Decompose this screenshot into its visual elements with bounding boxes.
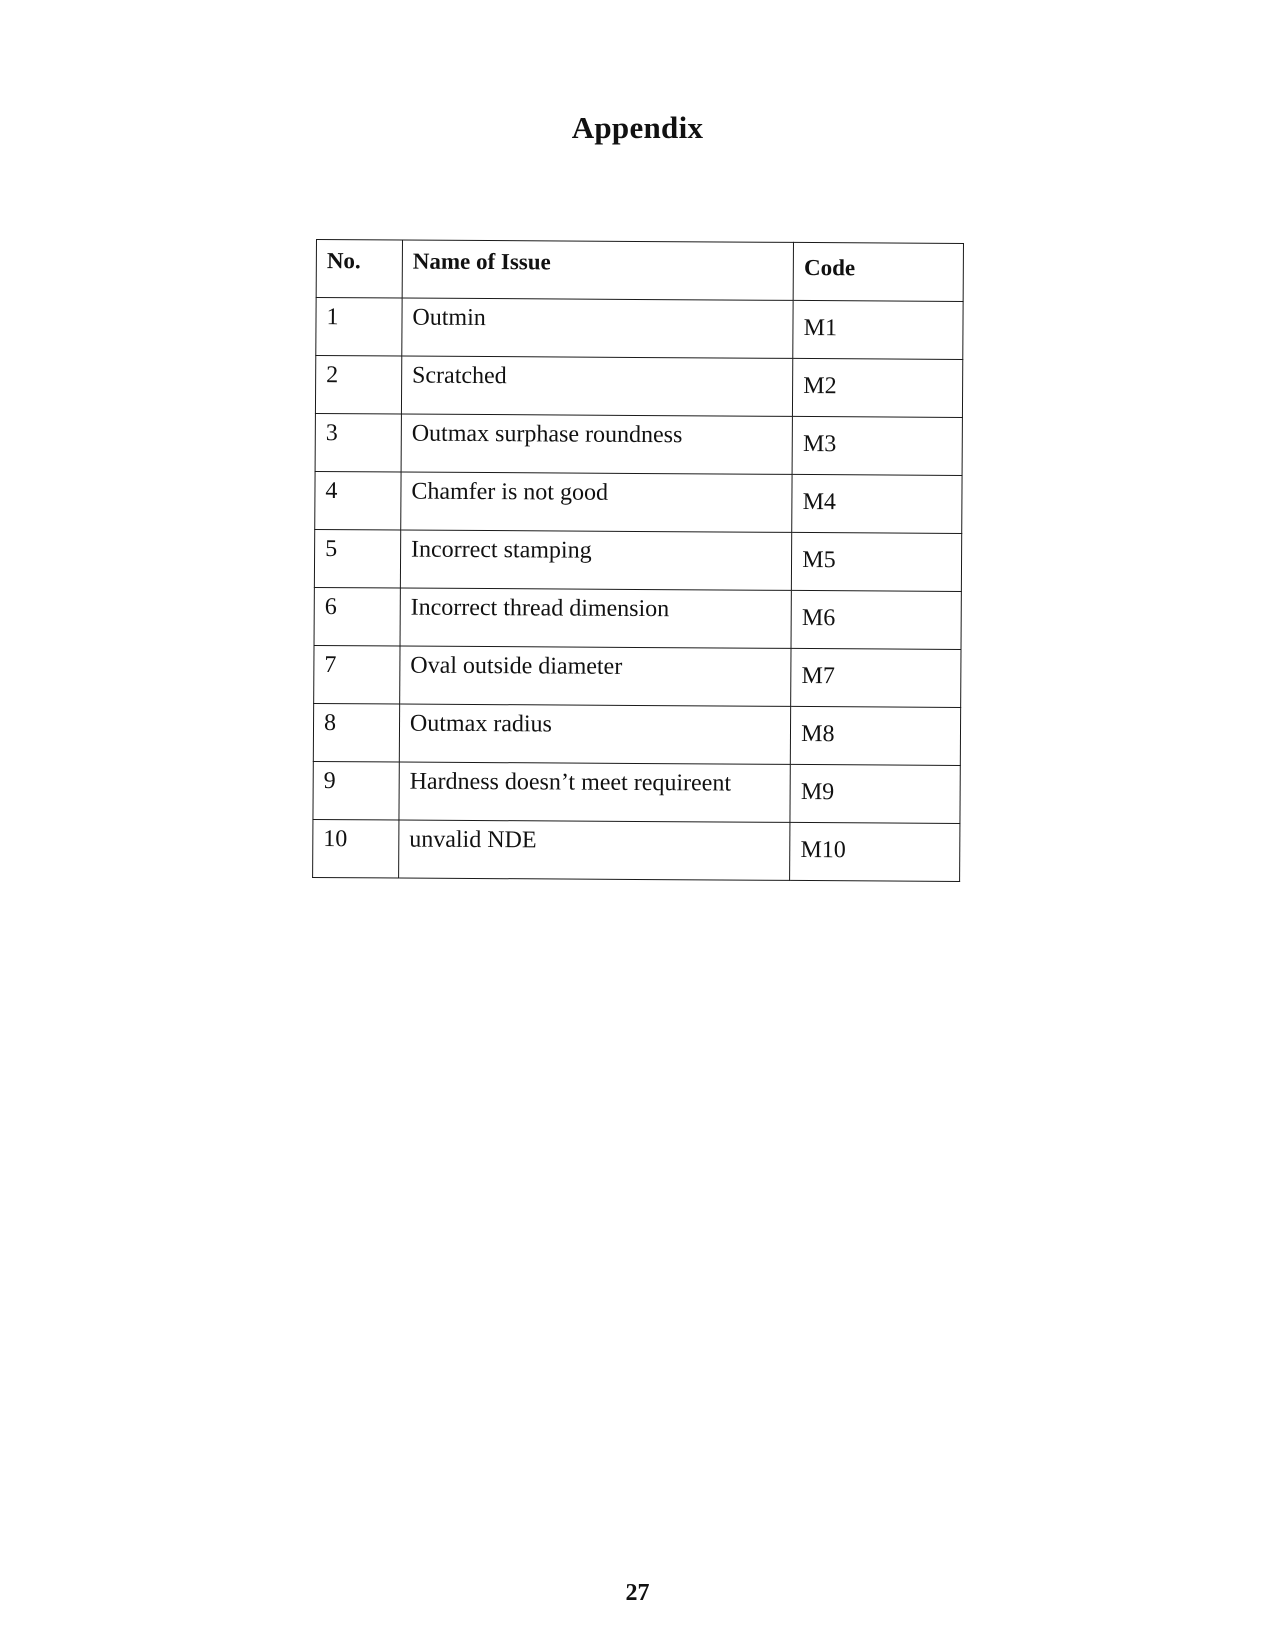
table-row: [314, 645, 961, 707]
cell-code: M6: [791, 590, 961, 649]
cell-name: Hardness doesn’t meet requireent: [399, 762, 791, 822]
cell-name: unvalid NDE: [399, 820, 791, 880]
cell-code: M2: [793, 358, 963, 417]
header-code: Code: [793, 242, 963, 301]
table-row: [313, 703, 960, 765]
issue-code-table: [312, 239, 964, 882]
cell-no: 9: [313, 761, 399, 820]
cell-no: 6: [314, 587, 400, 646]
cell-code: M1: [793, 300, 963, 359]
table-row: [315, 356, 962, 418]
table-row: [315, 471, 962, 533]
cell-code: M3: [792, 416, 962, 475]
cell-no: 1: [316, 298, 402, 357]
table-header-row: [316, 240, 963, 302]
cell-name: Outmax surphase roundness: [401, 414, 793, 474]
cell-code: M4: [792, 474, 962, 533]
cell-code: M10: [790, 822, 960, 881]
cell-name: Outmin: [402, 298, 794, 358]
table-row: [315, 413, 962, 475]
page-title: Appendix: [571, 110, 704, 145]
cell-no: 2: [315, 356, 401, 415]
cell-code: M7: [791, 648, 961, 707]
table-row: [313, 761, 960, 823]
cell-name: Chamfer is not good: [401, 472, 793, 532]
table-row: [314, 587, 961, 649]
cell-no: 7: [314, 645, 400, 704]
cell-name: Incorrect stamping: [400, 530, 792, 590]
cell-no: 5: [314, 529, 400, 588]
cell-no: 8: [313, 703, 399, 762]
table-row: [313, 819, 960, 881]
header-no: No.: [316, 240, 402, 299]
page-number: 27: [625, 1580, 650, 1606]
cell-name: Incorrect thread dimension: [400, 588, 792, 648]
table-row: [316, 298, 963, 360]
cell-name: Scratched: [401, 356, 793, 416]
cell-no: 10: [313, 819, 399, 878]
header-name-of-issue: Name of Issue: [402, 240, 794, 300]
cell-name: Outmax radius: [399, 704, 791, 764]
cell-no: 3: [315, 413, 401, 472]
cell-code: M9: [790, 764, 960, 823]
cell-code: M8: [791, 706, 961, 765]
cell-code: M5: [792, 532, 962, 591]
cell-name: Oval outside diameter: [400, 646, 792, 706]
table-row: [314, 529, 961, 591]
cell-no: 4: [315, 471, 401, 530]
